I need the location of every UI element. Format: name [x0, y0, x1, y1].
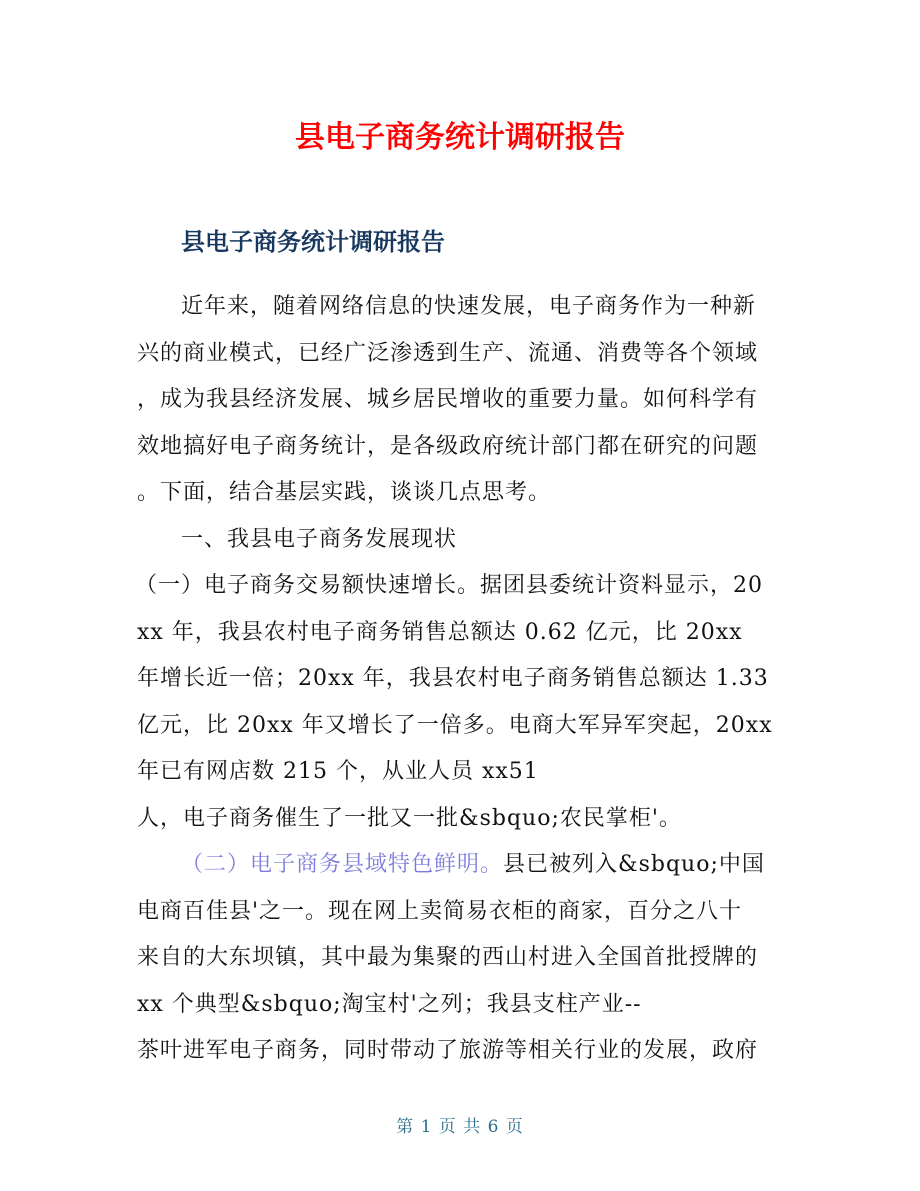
paragraph-line-with-heading: [137, 842, 792, 889]
paragraph-line: 年增长近一倍；20xx 年，我县农村电子商务销售总额达 1.33: [137, 666, 769, 691]
paragraph-line: 近年来，随着网络信息的快速发展，电子商务作为一种新: [181, 294, 757, 319]
paragraph-line: xx 年，我县农村电子商务销售总额达 0.62 亿元，比 20xx: [137, 619, 743, 645]
page-number: 第 1 页 共 6 页: [396, 1117, 524, 1137]
paragraph-line: （一）电子商务交易额快速增长。据团县委统计资料显示，20: [135, 573, 763, 598]
paragraph-line: 年已有网店数 215 个，从业人员 xx51: [137, 759, 539, 784]
paragraph-line: 县已被列入&sbquo;中国: [503, 852, 765, 877]
paragraph-line: 。下面，结合基层实践，谈谈几点思考。: [137, 480, 552, 505]
section-subtitle: 县电子商务统计调研报告: [181, 228, 445, 256]
paragraph-line: 电商百佳县'之一。现在网上卖简易衣柜的商家，百分之八十: [137, 898, 743, 924]
paragraph-line: ，成为我县经济发展、城乡居民增收的重要力量。如何科学有: [137, 387, 759, 412]
paragraph-line: xx 个典型&sbquo;淘宝村'之列；我县支柱产业--: [137, 991, 642, 1017]
paragraph-line: 茶叶进军电子商务，同时带动了旅游等相关行业的发展，政府: [137, 1038, 759, 1063]
paragraph-line: 效地搞好电子商务统计，是各级政府统计部门都在研究的问题: [137, 433, 759, 459]
subsection-heading: （二）电子商务县域特色鲜明。: [181, 852, 504, 877]
paragraph-line: 来自的大东坝镇，其中最为集聚的西山村进入全国首批授牌的: [137, 945, 759, 970]
paragraph-line: 人，电子商务催生了一批又一批&sbquo;农民掌柜'。: [137, 805, 682, 831]
body-text: [137, 284, 792, 1075]
paragraph-line: 亿元，比 20xx 年又增长了一倍多。电商大军异军突起，20xx: [137, 712, 773, 738]
paragraph-line: 兴的商业模式，已经广泛渗透到生产、流通、消费等各个领域: [137, 340, 759, 366]
page-title: 县电子商务统计调研报告: [295, 120, 625, 155]
section-heading: 一、我县电子商务发展现状: [181, 526, 458, 552]
